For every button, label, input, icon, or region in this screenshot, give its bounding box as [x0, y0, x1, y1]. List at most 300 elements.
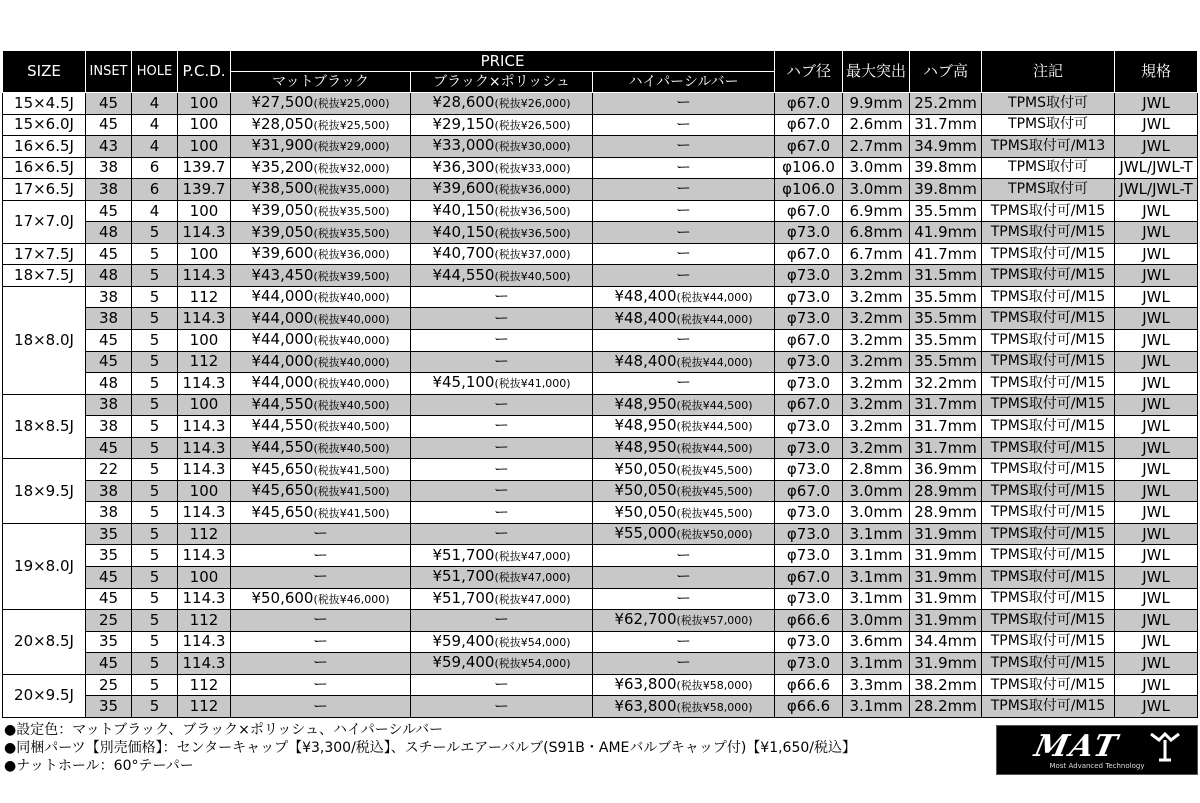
standard-cell: JWL — [1115, 567, 1198, 589]
max-protrusion-cell: 3.2mm — [843, 394, 910, 416]
black-polish-price-cell — [411, 114, 593, 136]
black-polish-price-pretax: (税抜¥37,000) — [494, 248, 571, 262]
figure-emblem-icon — [1145, 730, 1185, 762]
hub-height-cell: 31.9mm — [910, 545, 982, 567]
hub-diameter-cell: φ73.0 — [775, 545, 843, 567]
inset-cell: 45 — [86, 588, 132, 610]
black-polish-price: ー — [493, 675, 509, 694]
header-size: SIZE — [3, 51, 86, 93]
inset-cell: 35 — [86, 696, 132, 718]
table-row — [3, 674, 1198, 696]
inset-cell: 45 — [86, 93, 132, 115]
footer-colors: ●設定色：マットブラック、ブラック×ポリッシュ、ハイパーシルバー — [4, 722, 444, 738]
matte-black-price-cell — [231, 93, 411, 115]
matte-black-price-cell — [231, 351, 411, 373]
matte-black-price: ¥44,550 — [251, 416, 314, 435]
hole-cell: 4 — [132, 136, 178, 158]
matte-black-price-cell — [231, 502, 411, 524]
pcd-cell: 112 — [178, 674, 231, 696]
black-polish-price: ー — [493, 696, 509, 715]
hole-cell: 5 — [132, 330, 178, 352]
pcd-cell: 100 — [178, 567, 231, 589]
black-polish-price: ¥59,400 — [432, 631, 495, 650]
table-row — [3, 610, 1198, 632]
inset-cell: 22 — [86, 459, 132, 481]
hyper-silver-price: ー — [676, 179, 692, 198]
matte-black-price: ¥39,050 — [251, 222, 314, 241]
hyper-silver-price-cell — [593, 286, 775, 308]
black-polish-price-cell — [411, 200, 593, 222]
max-protrusion-cell: 3.1mm — [843, 696, 910, 718]
inset-cell: 48 — [86, 265, 132, 287]
table-row — [3, 373, 1198, 395]
standard-cell: JWL — [1115, 222, 1198, 244]
max-protrusion-cell: 3.2mm — [843, 308, 910, 330]
header-inset: INSET — [86, 51, 132, 93]
standard-cell: JWL — [1115, 286, 1198, 308]
black-polish-price-pretax: (税抜¥47,000) — [494, 571, 571, 585]
hyper-silver-price-pretax: (税抜¥44,000) — [676, 312, 753, 326]
black-polish-price: ¥51,700 — [432, 567, 495, 586]
max-protrusion-cell: 2.8mm — [843, 459, 910, 481]
inset-cell: 38 — [86, 416, 132, 438]
matte-black-price-pretax: (税抜¥40,500) — [313, 420, 390, 434]
inset-cell: 45 — [86, 351, 132, 373]
hole-cell: 5 — [132, 696, 178, 718]
note-cell: TPMS取付可/M15 — [982, 265, 1115, 287]
hub-height-cell: 31.9mm — [910, 588, 982, 610]
table-row — [3, 545, 1198, 567]
matte-black-price-cell — [231, 265, 411, 287]
hub-diameter-cell: φ73.0 — [775, 373, 843, 395]
matte-black-price-pretax: (税抜¥41,500) — [313, 463, 390, 477]
black-polish-price-pretax: (税抜¥36,500) — [494, 205, 571, 218]
logo-tagline: Most Advanced Technology — [1049, 762, 1145, 770]
matte-black-price: ¥31,900 — [251, 136, 314, 155]
hyper-silver-price-cell — [593, 502, 775, 524]
hub-diameter-cell: φ106.0 — [775, 179, 843, 201]
matte-black-price-cell — [231, 308, 411, 330]
hub-diameter-cell: φ67.0 — [775, 243, 843, 265]
hyper-silver-price-cell — [593, 373, 775, 395]
hub-diameter-cell: φ66.6 — [775, 674, 843, 696]
black-polish-price-cell — [411, 416, 593, 438]
hyper-silver-price-pretax: (税抜¥44,000) — [676, 291, 753, 305]
hole-cell: 5 — [132, 351, 178, 373]
matte-black-price: ¥35,200 — [251, 157, 314, 176]
hole-cell: 5 — [132, 523, 178, 545]
matte-black-price-cell — [231, 480, 411, 502]
matte-black-price-cell — [231, 286, 411, 308]
header-pcd: P.C.D. — [178, 51, 231, 93]
pcd-cell: 112 — [178, 696, 231, 718]
note-cell: TPMS取付可/M15 — [982, 523, 1115, 545]
header-max-protrusion: 最大突出 — [843, 51, 910, 93]
hub-diameter-cell: φ67.0 — [775, 93, 843, 115]
matte-black-price: ¥44,000 — [251, 287, 314, 306]
size-cell: 15×4.5J — [3, 93, 86, 115]
spec-sheet — [0, 50, 1200, 718]
standard-cell: JWL — [1115, 545, 1198, 567]
black-polish-price: ¥28,600 — [432, 93, 495, 112]
matte-black-price-pretax: (税抜¥40,000) — [313, 377, 390, 391]
black-polish-price-cell — [411, 136, 593, 158]
pcd-cell: 100 — [178, 136, 231, 158]
matte-black-price: ¥43,450 — [251, 265, 314, 284]
matte-black-price-cell — [231, 179, 411, 201]
matte-black-price-cell — [231, 545, 411, 567]
standard-cell: JWL/JWL-T — [1115, 157, 1198, 179]
matte-black-price-cell — [231, 459, 411, 481]
matte-black-price-pretax: (税抜¥41,500) — [313, 506, 390, 520]
standard-cell: JWL — [1115, 502, 1198, 524]
matte-black-price-cell — [231, 437, 411, 459]
black-polish-price-cell — [411, 222, 593, 244]
pcd-cell: 114.3 — [178, 416, 231, 438]
matte-black-price-pretax: (税抜¥29,000) — [313, 140, 390, 154]
table-row — [3, 308, 1198, 330]
hyper-silver-price: ー — [676, 93, 692, 112]
max-protrusion-cell: 3.2mm — [843, 373, 910, 395]
matte-black-price-pretax: (税抜¥40,000) — [313, 334, 390, 348]
inset-cell: 38 — [86, 394, 132, 416]
note-cell: TPMS取付可 — [982, 157, 1115, 179]
hub-diameter-cell: φ73.0 — [775, 437, 843, 459]
hub-diameter-cell: φ73.0 — [775, 351, 843, 373]
max-protrusion-cell: 3.3mm — [843, 674, 910, 696]
pcd-cell: 139.7 — [178, 179, 231, 201]
inset-cell: 35 — [86, 545, 132, 567]
pcd-cell: 112 — [178, 286, 231, 308]
hyper-silver-price-cell — [593, 416, 775, 438]
hyper-silver-price: ¥63,800 — [614, 696, 677, 715]
hub-height-cell: 31.9mm — [910, 523, 982, 545]
hub-diameter-cell: φ73.0 — [775, 222, 843, 244]
hyper-silver-price: ー — [676, 136, 692, 155]
inset-cell: 25 — [86, 674, 132, 696]
black-polish-price-cell — [411, 243, 593, 265]
matte-black-price-cell — [231, 696, 411, 718]
size-cell: 20×9.5J — [3, 674, 86, 717]
matte-black-price-pretax: (税抜¥25,000) — [313, 97, 390, 111]
standard-cell: JWL — [1115, 674, 1198, 696]
matte-black-price-pretax: (税抜¥46,000) — [313, 592, 390, 606]
hole-cell: 4 — [132, 200, 178, 222]
black-polish-price-pretax: (税抜¥26,000) — [494, 97, 571, 111]
hole-cell: 5 — [132, 308, 178, 330]
matte-black-price: ¥45,650 — [251, 481, 314, 500]
header-standard: 規格 — [1115, 51, 1198, 93]
pcd-cell: 112 — [178, 610, 231, 632]
footer-included-parts: ●同梱パーツ【別売価格】：センターキャップ【¥3,300/税込】、スチールエアーバルブ(S91B・AMEバルブキャップ付)【¥1,650/税込】 — [4, 740, 856, 756]
hole-cell: 5 — [132, 265, 178, 287]
table-row — [3, 157, 1198, 179]
table-row — [3, 459, 1198, 481]
matte-black-price-cell — [231, 653, 411, 675]
hole-cell: 4 — [132, 114, 178, 136]
pcd-cell: 139.7 — [178, 157, 231, 179]
hole-cell: 5 — [132, 653, 178, 675]
wheel-spec-table — [2, 50, 1198, 718]
pcd-cell: 114.3 — [178, 222, 231, 244]
hyper-silver-price-cell — [593, 265, 775, 287]
hyper-silver-price: ¥48,950 — [614, 394, 677, 413]
hyper-silver-price-cell — [593, 394, 775, 416]
hub-diameter-cell: φ67.0 — [775, 567, 843, 589]
black-polish-price-cell — [411, 157, 593, 179]
hyper-silver-price-pretax: (税抜¥44,500) — [676, 420, 753, 434]
hub-diameter-cell: φ67.0 — [775, 330, 843, 352]
pcd-cell: 114.3 — [178, 265, 231, 287]
hub-height-cell: 35.5mm — [910, 308, 982, 330]
standard-cell: JWL — [1115, 265, 1198, 287]
pcd-cell: 100 — [178, 93, 231, 115]
matte-black-price-pretax: (税抜¥41,500) — [313, 485, 390, 499]
inset-cell: 45 — [86, 200, 132, 222]
size-cell: 20×8.5J — [3, 610, 86, 675]
inset-cell: 38 — [86, 480, 132, 502]
note-cell: TPMS取付可/M15 — [982, 222, 1115, 244]
note-cell: TPMS取付可/M15 — [982, 545, 1115, 567]
table-row — [3, 523, 1198, 545]
hub-height-cell: 41.9mm — [910, 222, 982, 244]
black-polish-price: ー — [493, 351, 509, 370]
inset-cell: 38 — [86, 179, 132, 201]
hyper-silver-price: ー — [676, 653, 692, 672]
hub-height-cell: 31.5mm — [910, 265, 982, 287]
header-note: 注記 — [982, 51, 1115, 93]
inset-cell: 38 — [86, 308, 132, 330]
hole-cell: 5 — [132, 631, 178, 653]
hyper-silver-price-cell — [593, 523, 775, 545]
hub-diameter-cell: φ73.0 — [775, 653, 843, 675]
matte-black-price: ー — [312, 610, 328, 629]
hyper-silver-price-cell — [593, 459, 775, 481]
pcd-cell: 100 — [178, 200, 231, 222]
black-polish-price-cell — [411, 523, 593, 545]
hyper-silver-price-pretax: (税抜¥45,500) — [676, 485, 753, 499]
hub-height-cell: 32.2mm — [910, 373, 982, 395]
inset-cell: 45 — [86, 437, 132, 459]
max-protrusion-cell: 6.9mm — [843, 200, 910, 222]
max-protrusion-cell: 2.6mm — [843, 114, 910, 136]
matte-black-price-cell — [231, 631, 411, 653]
hole-cell: 4 — [132, 93, 178, 115]
standard-cell: JWL/JWL-T — [1115, 179, 1198, 201]
matte-black-price-cell — [231, 610, 411, 632]
hyper-silver-price: ¥48,400 — [614, 287, 677, 306]
hyper-silver-price: ー — [676, 330, 692, 349]
hole-cell: 5 — [132, 480, 178, 502]
matte-black-price-cell — [231, 243, 411, 265]
hub-height-cell: 35.5mm — [910, 351, 982, 373]
header-matte-black: マットブラック — [231, 72, 411, 93]
hyper-silver-price-pretax: (税抜¥45,500) — [676, 506, 753, 520]
inset-cell: 48 — [86, 373, 132, 395]
hyper-silver-price-pretax: (税抜¥44,000) — [676, 355, 753, 369]
max-protrusion-cell: 2.7mm — [843, 136, 910, 158]
matte-black-price: ¥44,550 — [251, 438, 314, 457]
black-polish-price-pretax: (税抜¥36,500) — [494, 226, 571, 240]
hyper-silver-price: ¥50,050 — [614, 481, 677, 500]
black-polish-price-cell — [411, 373, 593, 395]
black-polish-price-pretax: (税抜¥47,000) — [494, 549, 571, 563]
black-polish-price-cell — [411, 93, 593, 115]
matte-black-price-cell — [231, 373, 411, 395]
hub-diameter-cell: φ73.0 — [775, 588, 843, 610]
hub-height-cell: 31.7mm — [910, 416, 982, 438]
header-hub-diameter: ハブ径 — [775, 51, 843, 93]
hole-cell: 5 — [132, 502, 178, 524]
black-polish-price: ー — [493, 287, 509, 306]
hyper-silver-price-pretax: (税抜¥45,500) — [676, 463, 753, 477]
hole-cell: 5 — [132, 588, 178, 610]
table-row — [3, 222, 1198, 244]
hyper-silver-price: ー — [676, 545, 692, 564]
hub-diameter-cell: φ73.0 — [775, 523, 843, 545]
hyper-silver-price-cell — [593, 567, 775, 589]
header-price: PRICE — [231, 51, 775, 72]
standard-cell: JWL — [1115, 114, 1198, 136]
note-cell: TPMS取付可/M15 — [982, 308, 1115, 330]
black-polish-price: ー — [493, 330, 509, 349]
hole-cell: 5 — [132, 222, 178, 244]
pcd-cell: 100 — [178, 480, 231, 502]
max-protrusion-cell: 3.2mm — [843, 351, 910, 373]
inset-cell: 45 — [86, 567, 132, 589]
hyper-silver-price: ¥50,050 — [614, 502, 677, 521]
matte-black-price-pretax: (税抜¥25,500) — [313, 118, 390, 132]
black-polish-price: ー — [493, 438, 509, 457]
hyper-silver-price-cell — [593, 114, 775, 136]
hyper-silver-price-cell — [593, 136, 775, 158]
pcd-cell: 114.3 — [178, 631, 231, 653]
inset-cell: 45 — [86, 330, 132, 352]
table-row — [3, 567, 1198, 589]
standard-cell: JWL — [1115, 136, 1198, 158]
pcd-cell: 114.3 — [178, 437, 231, 459]
table-row — [3, 351, 1198, 373]
hub-height-cell: 28.2mm — [910, 696, 982, 718]
matte-black-price-cell — [231, 200, 411, 222]
hole-cell: 5 — [132, 674, 178, 696]
matte-black-price: ¥44,000 — [251, 308, 314, 327]
standard-cell: JWL — [1115, 394, 1198, 416]
hub-diameter-cell: φ73.0 — [775, 265, 843, 287]
black-polish-price-cell — [411, 308, 593, 330]
note-cell: TPMS取付可/M15 — [982, 567, 1115, 589]
matte-black-price: ー — [312, 567, 328, 586]
hyper-silver-price-pretax: (税抜¥58,000) — [676, 679, 753, 693]
hub-height-cell: 39.8mm — [910, 157, 982, 179]
hole-cell: 5 — [132, 416, 178, 438]
matte-black-price-cell — [231, 114, 411, 136]
table-row — [3, 502, 1198, 524]
note-cell: TPMS取付可/M15 — [982, 588, 1115, 610]
hyper-silver-price: ¥62,700 — [614, 610, 677, 629]
hub-height-cell: 28.9mm — [910, 480, 982, 502]
size-cell: 19×8.0J — [3, 523, 86, 609]
matte-black-price-pretax: (税抜¥40,000) — [313, 291, 390, 305]
max-protrusion-cell: 3.0mm — [843, 610, 910, 632]
black-polish-price: ¥51,700 — [432, 545, 495, 564]
footer-notes — [4, 721, 856, 775]
size-cell: 17×7.5J — [3, 243, 86, 265]
max-protrusion-cell: 9.9mm — [843, 93, 910, 115]
standard-cell: JWL — [1115, 653, 1198, 675]
table-row — [3, 631, 1198, 653]
header-black-polish: ブラック×ポリッシュ — [411, 72, 593, 93]
header-hole: HOLE — [132, 51, 178, 93]
inset-cell: 25 — [86, 610, 132, 632]
hub-height-cell: 38.2mm — [910, 674, 982, 696]
hole-cell: 5 — [132, 610, 178, 632]
inset-cell: 38 — [86, 157, 132, 179]
note-cell: TPMS取付可/M15 — [982, 631, 1115, 653]
note-cell: TPMS取付可/M15 — [982, 674, 1115, 696]
inset-cell: 35 — [86, 631, 132, 653]
pcd-cell: 100 — [178, 114, 231, 136]
black-polish-price: ¥29,150 — [432, 114, 495, 133]
inset-cell: 48 — [86, 222, 132, 244]
spec-table-body — [3, 93, 1198, 718]
hole-cell: 5 — [132, 243, 178, 265]
black-polish-price-pretax: (税抜¥54,000) — [494, 635, 571, 649]
matte-black-price: ¥44,000 — [251, 351, 314, 370]
matte-black-price: ー — [312, 675, 328, 694]
matte-black-price-cell — [231, 674, 411, 696]
note-cell: TPMS取付可 — [982, 179, 1115, 201]
matte-black-price-pretax: (税抜¥36,000) — [313, 248, 390, 262]
black-polish-price: ¥51,700 — [432, 588, 495, 607]
header-hub-height: ハブ高 — [910, 51, 982, 93]
matte-black-price: ¥45,650 — [251, 502, 314, 521]
black-polish-price-cell — [411, 545, 593, 567]
standard-cell: JWL — [1115, 330, 1198, 352]
hyper-silver-price-cell — [593, 243, 775, 265]
matte-black-price-cell — [231, 567, 411, 589]
matte-black-price: ¥38,500 — [251, 179, 314, 198]
black-polish-price: ー — [493, 610, 509, 629]
black-polish-price-cell — [411, 631, 593, 653]
black-polish-price: ー — [493, 394, 509, 413]
matte-black-price-cell — [231, 330, 411, 352]
hole-cell: 5 — [132, 394, 178, 416]
hub-height-cell: 36.9mm — [910, 459, 982, 481]
hyper-silver-price: ー — [676, 265, 692, 284]
black-polish-price-cell — [411, 286, 593, 308]
black-polish-price-cell — [411, 351, 593, 373]
hyper-silver-price-cell — [593, 308, 775, 330]
table-row — [3, 480, 1198, 502]
standard-cell: JWL — [1115, 373, 1198, 395]
max-protrusion-cell: 3.6mm — [843, 631, 910, 653]
size-cell: 18×8.0J — [3, 286, 86, 394]
black-polish-price-cell — [411, 179, 593, 201]
standard-cell: JWL — [1115, 610, 1198, 632]
max-protrusion-cell: 3.0mm — [843, 179, 910, 201]
hyper-silver-price-cell — [593, 631, 775, 653]
matte-black-price: ¥44,000 — [251, 330, 314, 349]
note-cell: TPMS取付可/M15 — [982, 330, 1115, 352]
hyper-silver-price: ー — [676, 567, 692, 586]
standard-cell: JWL — [1115, 243, 1198, 265]
black-polish-price-cell — [411, 567, 593, 589]
matte-black-price: ー — [312, 524, 328, 543]
inset-cell: 38 — [86, 286, 132, 308]
matte-black-price: ¥44,550 — [251, 394, 314, 413]
black-polish-price: ¥44,550 — [432, 265, 495, 284]
